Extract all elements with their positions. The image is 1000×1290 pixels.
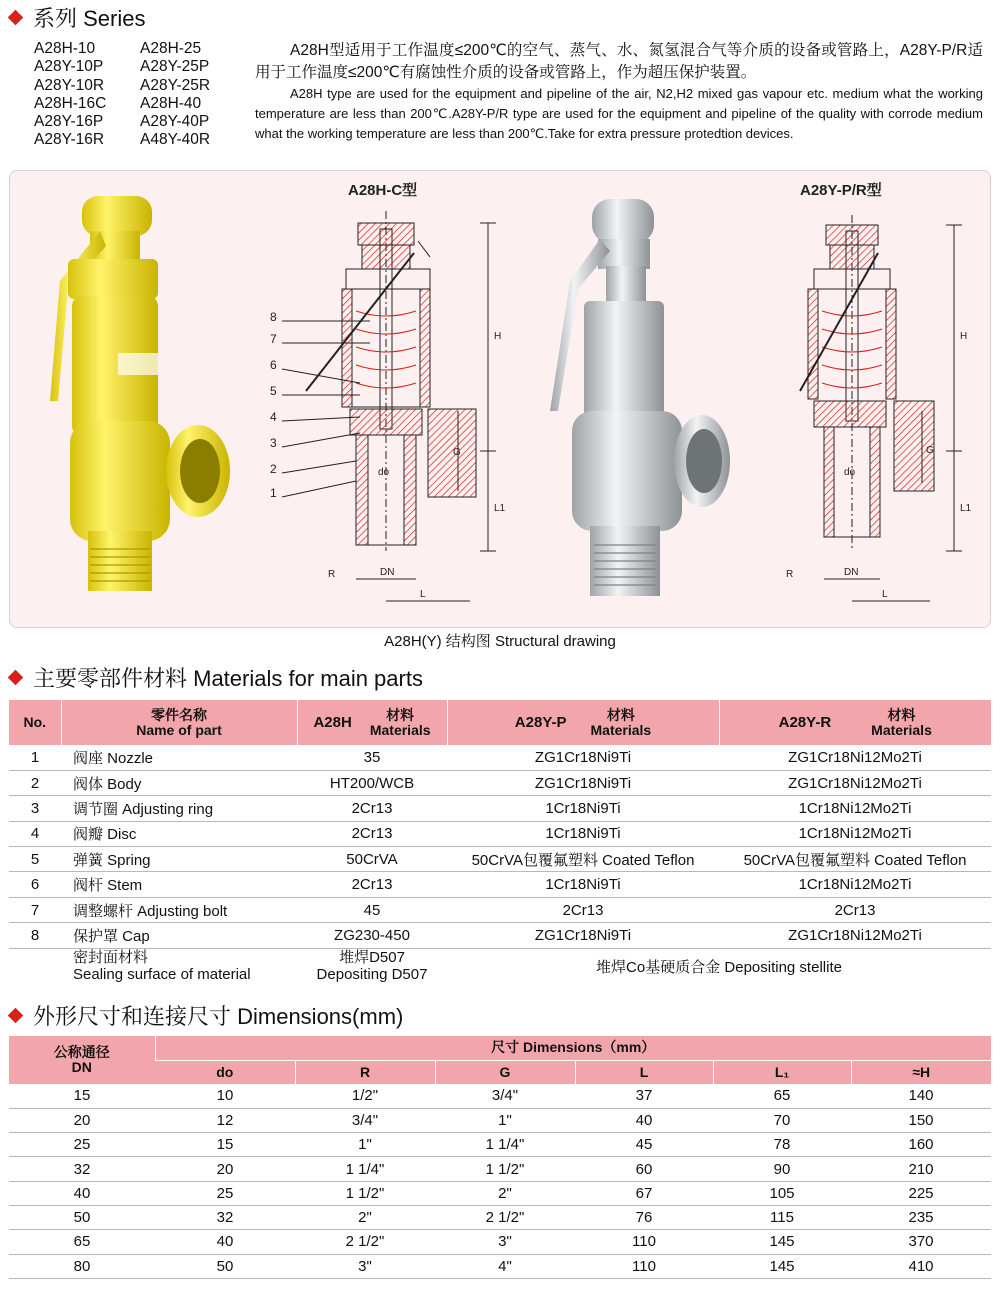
cell-a28y-r: ZG1Cr18Ni12Mo2Ti <box>719 770 991 795</box>
part-number-label: 2 <box>270 462 277 476</box>
table-row <box>9 847 991 872</box>
drawings-svg <box>10 171 991 628</box>
cell-no: 6 <box>9 872 61 897</box>
part-number-label: 7 <box>270 332 277 346</box>
cell-part: 阀瓣 Disc <box>61 821 297 846</box>
model-code: A28Y-25R <box>140 76 211 94</box>
model-code: A28Y-16P <box>34 113 104 131</box>
cell-a28y-p: ZG1Cr18Ni9Ti <box>447 770 719 795</box>
dim-label-r: R <box>786 569 794 580</box>
model-code: A28Y-25P <box>140 58 210 76</box>
section-drawing-a28y <box>800 215 962 601</box>
dimension-cell: 20 <box>155 1157 295 1181</box>
cell-part: 阀座 Nozzle <box>61 745 297 770</box>
cell-a28y-r: 2Cr13 <box>719 897 991 922</box>
description-english: A28H type are used for the equipment and pipeline of the air, N2,H2 mixed gas vapour etc. medium what the working temperature are less than 200℃.A28Y-P/R type are used for the equipment and pipeline of the quality with corrode medium what the working temperature are less than 200℃.Take for extra pressure protedtion devices. <box>255 86 983 141</box>
table-row <box>9 1254 991 1278</box>
cell-part: 弹簧 Spring <box>61 847 297 872</box>
cell-a28y-r: 1Cr18Ni12Mo2Ti <box>719 821 991 846</box>
cell-a28y-r: 1Cr18Ni12Mo2Ti <box>719 796 991 821</box>
cell-part: 调节圈 Adjusting ring <box>61 796 297 821</box>
table-row <box>9 897 991 922</box>
dimension-cell: 1 1/4" <box>435 1133 575 1157</box>
dimension-cell: 80 <box>9 1254 155 1278</box>
cell-a28y-r: ZG1Cr18Ni12Mo2Ti <box>719 745 991 770</box>
dimension-cell: 76 <box>575 1205 713 1229</box>
dimension-cell: 32 <box>9 1157 155 1181</box>
diamond-bullet-icon <box>8 670 24 686</box>
header-a28y-p <box>447 700 719 745</box>
dim-label-g: G <box>926 445 934 456</box>
model-code: A28Y-10R <box>34 76 105 94</box>
model-code: A28Y-40P <box>140 113 210 131</box>
part-number-label: 6 <box>270 358 277 372</box>
drawing-title-a28h: A28H-C型 <box>348 182 418 199</box>
dimension-cell: 50 <box>155 1254 295 1278</box>
dimension-cell: 3/4" <box>435 1084 575 1108</box>
dimensions-heading-text: 外形尺寸和连接尺寸 Dimensions(mm) <box>33 1004 404 1029</box>
header-mat-en: Materials <box>369 721 431 738</box>
sealing-label-cn: 密封面材料 <box>73 949 149 967</box>
materials-heading-text: 主要零部件材料 Materials for main parts <box>33 666 423 691</box>
description-chinese: A28H型适用于工作温度≤200℃的空气、蒸气、水、氮氢混合气等介质的设备或管路上，A28Y-P/R适用于工作温度≤200℃有腐蚀性介质的设备或管路上，作为超压保护装置。 <box>255 42 983 81</box>
table-row <box>9 923 991 948</box>
cell-no: 2 <box>9 770 61 795</box>
cell-a28y-r: 1Cr18Ni12Mo2Ti <box>719 872 991 897</box>
cell-a28h: HT200/WCB <box>297 770 447 795</box>
materials-table <box>9 700 991 984</box>
cell-a28y-r: ZG1Cr18Ni12Mo2Ti <box>719 923 991 948</box>
dimension-cell: 105 <box>713 1181 851 1205</box>
table-row <box>9 770 991 795</box>
dimension-cell: 32 <box>155 1205 295 1229</box>
header-dim-col: do <box>155 1060 295 1084</box>
dimension-cell: 1" <box>435 1108 575 1132</box>
dimension-cell: 70 <box>713 1108 851 1132</box>
cell-a28h: ZG230-450 <box>297 923 447 948</box>
header-dim-col: L₁ <box>713 1060 851 1084</box>
header-dimensions-group: 尺寸 Dimensions（mm） <box>155 1036 991 1060</box>
dimension-cell: 410 <box>851 1254 991 1278</box>
header-model: A28Y-P <box>514 714 567 731</box>
table-row <box>9 1108 991 1132</box>
dimension-cell: 115 <box>713 1205 851 1229</box>
sealing-label-en: Sealing surface of material <box>73 966 251 984</box>
drawing-title-a28y: A28Y-P/R型 <box>800 182 882 199</box>
series-heading-text: 系列 Series <box>33 6 146 31</box>
sealing-a28h-cn: 堆焊D507 <box>339 949 405 967</box>
dimensions-table <box>9 1036 991 1279</box>
dimension-cell: 25 <box>9 1133 155 1157</box>
table-row <box>9 1205 991 1229</box>
series-heading <box>8 2 145 33</box>
dimension-cell: 37 <box>575 1084 713 1108</box>
dimension-cell: 40 <box>575 1108 713 1132</box>
dimension-cell: 3" <box>435 1230 575 1254</box>
cell-a28y-p: 1Cr18Ni9Ti <box>447 796 719 821</box>
cell-no: 1 <box>9 745 61 770</box>
dimension-cell: 40 <box>155 1230 295 1254</box>
header-dim-col: R <box>295 1060 435 1084</box>
table-row <box>9 745 991 770</box>
dimension-cell: 50 <box>9 1205 155 1229</box>
dimensions-heading <box>8 1000 403 1031</box>
table-row <box>9 796 991 821</box>
model-code: A28H-10 <box>34 40 96 57</box>
dimension-cell: 3" <box>295 1254 435 1278</box>
dim-label-l1: L1 <box>960 503 972 514</box>
header-mat-cn: 材料 <box>386 706 415 723</box>
dimension-cell: 235 <box>851 1205 991 1229</box>
header-mat-en: Materials <box>871 721 932 738</box>
part-number-label: 4 <box>270 410 277 424</box>
dimension-cell: 1 1/4" <box>295 1157 435 1181</box>
dim-label-do: do <box>378 467 390 478</box>
cell-no: 8 <box>9 923 61 948</box>
dimension-cell: 40 <box>9 1181 155 1205</box>
header-mat-cn: 材料 <box>606 706 635 723</box>
dim-label-dn: DN <box>380 567 395 578</box>
model-code: A48Y-40R <box>140 131 211 149</box>
dimension-cell: 65 <box>9 1230 155 1254</box>
header-part-en: Name of part <box>136 721 222 738</box>
drawing-caption: A28H(Y) 结构图 Structural drawing <box>384 633 616 650</box>
dimension-cell: 90 <box>713 1157 851 1181</box>
header-mat-en: Materials <box>590 721 652 738</box>
dimension-cell: 78 <box>713 1133 851 1157</box>
section-drawing-a28h <box>282 211 496 601</box>
header-part-cn: 零件名称 <box>151 706 207 723</box>
dimension-cell: 110 <box>575 1230 713 1254</box>
dimension-cell: 3/4" <box>295 1108 435 1132</box>
dimension-cell: 65 <box>713 1084 851 1108</box>
dimensions-header-row <box>9 1036 991 1060</box>
header-model: A28H <box>313 714 352 731</box>
structural-drawing-panel <box>9 170 991 628</box>
dim-label-l1: L1 <box>494 503 506 514</box>
cell-a28h: 35 <box>297 745 447 770</box>
header-dn-cn: 公称通径 <box>53 1044 110 1060</box>
diamond-bullet-icon <box>8 1008 24 1024</box>
header-mat-cn: 材料 <box>887 706 916 723</box>
cell-no: 3 <box>9 796 61 821</box>
part-number-label: 5 <box>270 384 277 398</box>
table-row <box>9 1084 991 1108</box>
part-number-label: 1 <box>270 486 277 500</box>
yellow-valve-photo <box>50 196 230 591</box>
dimension-cell: 1 1/2" <box>435 1157 575 1181</box>
sealing-other: 堆焊Co基硬质合金 Depositing stellite <box>596 958 842 976</box>
dim-label-dn: DN <box>844 567 859 578</box>
model-code: A28Y-16R <box>34 131 105 149</box>
dimension-cell: 25 <box>155 1181 295 1205</box>
dimension-cell: 2 1/2" <box>435 1205 575 1229</box>
dimension-cell: 12 <box>155 1108 295 1132</box>
dimension-cell: 60 <box>575 1157 713 1181</box>
dimension-cell: 210 <box>851 1157 991 1181</box>
series-description <box>255 40 983 144</box>
model-code: A28H-16C <box>34 94 107 112</box>
materials-header-row <box>9 700 991 745</box>
dim-label-g: G <box>453 447 461 458</box>
dimension-cell: 2" <box>295 1205 435 1229</box>
header-dn <box>9 1036 155 1084</box>
model-code: A28H-25 <box>140 40 202 57</box>
dimension-cell: 145 <box>713 1254 851 1278</box>
dimension-cell: 225 <box>851 1181 991 1205</box>
dimension-cell: 150 <box>851 1108 991 1132</box>
dimension-cell: 1 1/2" <box>295 1181 435 1205</box>
model-code: A28H-40 <box>140 94 202 112</box>
cell-a28h: 2Cr13 <box>297 821 447 846</box>
dimension-cell: 10 <box>155 1084 295 1108</box>
cell-no: 5 <box>9 847 61 872</box>
table-row <box>9 1181 991 1205</box>
cell-a28h: 45 <box>297 897 447 922</box>
header-dn-en: DN <box>71 1059 92 1075</box>
series-model-list <box>34 40 250 150</box>
cell-a28y-p: ZG1Cr18Ni9Ti <box>447 923 719 948</box>
part-number-label: 3 <box>270 436 277 450</box>
dim-label-l: L <box>420 589 426 600</box>
table-row <box>9 1133 991 1157</box>
cell-part: 阀体 Body <box>61 770 297 795</box>
cell-a28h: 2Cr13 <box>297 796 447 821</box>
dimension-cell: 15 <box>155 1133 295 1157</box>
cell-no: 4 <box>9 821 61 846</box>
part-number-label: 8 <box>270 310 277 324</box>
header-dim-col: L <box>575 1060 713 1084</box>
table-row <box>9 821 991 846</box>
dimension-cell: 15 <box>9 1084 155 1108</box>
table-row <box>9 1230 991 1254</box>
cell-part: 阀杆 Stem <box>61 872 297 897</box>
dim-label-h: H <box>960 331 968 342</box>
header-model: A28Y-R <box>778 714 832 731</box>
header-dim-col: ≈H <box>851 1060 991 1084</box>
header-a28h <box>297 700 447 745</box>
cell-a28h: 2Cr13 <box>297 872 447 897</box>
header-dim-col: G <box>435 1060 575 1084</box>
table-row <box>9 872 991 897</box>
diamond-bullet-icon <box>8 10 24 26</box>
cell-a28y-p: 50CrVA包覆氟塑料 Coated Teflon <box>447 847 719 872</box>
dimension-cell: 2 1/2" <box>295 1230 435 1254</box>
cell-a28y-p: 1Cr18Ni9Ti <box>447 821 719 846</box>
dimension-cell: 20 <box>9 1108 155 1132</box>
dim-label-do: do <box>844 467 856 478</box>
header-part <box>61 700 297 745</box>
cell-a28y-p: 1Cr18Ni9Ti <box>447 872 719 897</box>
dimension-cell: 45 <box>575 1133 713 1157</box>
dimension-cell: 1/2" <box>295 1084 435 1108</box>
dimension-cell: 140 <box>851 1084 991 1108</box>
cell-part: 调整螺杆 Adjusting bolt <box>61 897 297 922</box>
dimensions-subheader-row <box>9 1060 991 1084</box>
cell-no: 7 <box>9 897 61 922</box>
stainless-valve-photo <box>550 199 730 596</box>
dimension-cell: 2" <box>435 1181 575 1205</box>
dimension-cell: 67 <box>575 1181 713 1205</box>
dim-label-r: R <box>328 569 336 580</box>
sealing-label <box>61 948 297 984</box>
model-code: A28Y-10P <box>34 58 104 76</box>
dimension-cell: 370 <box>851 1230 991 1254</box>
dimension-cell: 110 <box>575 1254 713 1278</box>
cell-a28y-p: 2Cr13 <box>447 897 719 922</box>
cell-a28y-r: 50CrVA包覆氟塑料 Coated Teflon <box>719 847 991 872</box>
cell-part: 保护罩 Cap <box>61 923 297 948</box>
dimension-cell: 4" <box>435 1254 575 1278</box>
dimension-cell: 160 <box>851 1133 991 1157</box>
cell-a28h: 50CrVA <box>297 847 447 872</box>
dim-label-h: H <box>494 331 502 342</box>
header-a28y-r <box>719 700 991 745</box>
dim-label-l: L <box>882 589 888 600</box>
sealing-a28h-en: Depositing D507 <box>316 966 428 984</box>
cell-a28y-p: ZG1Cr18Ni9Ti <box>447 745 719 770</box>
sealing-row <box>9 948 991 984</box>
table-row <box>9 1157 991 1181</box>
dimension-cell: 1" <box>295 1133 435 1157</box>
dimension-cell: 145 <box>713 1230 851 1254</box>
materials-heading <box>8 662 423 693</box>
sealing-a28h <box>297 948 447 984</box>
header-no: No. <box>23 714 47 730</box>
